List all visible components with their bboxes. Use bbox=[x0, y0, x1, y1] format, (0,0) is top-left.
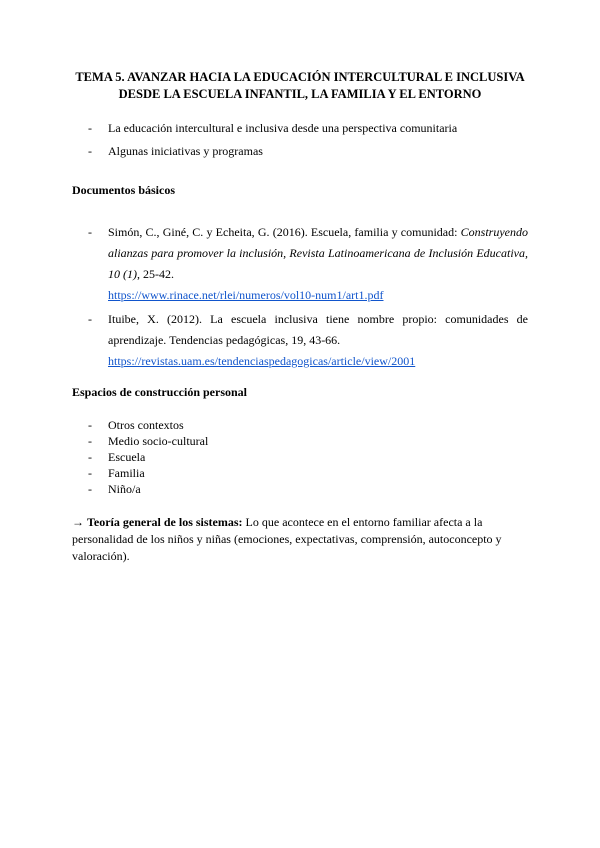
list-item: - Algunas iniciativas y programas bbox=[88, 143, 528, 160]
theory-paragraph bbox=[72, 514, 530, 565]
reference-item bbox=[88, 309, 528, 372]
reference-list bbox=[88, 222, 528, 372]
section-heading-spaces: Espacios de construcción personal bbox=[72, 385, 248, 399]
reference-text: Ituibe, X. (2012). La escuela inclusiva tiene nombre propio: comunidades de aprendizaje. Tendencias pedagógicas, 19, 43-66. bbox=[108, 312, 528, 347]
list-item: - La educación intercultural e inclusiva desde una perspectiva comunitaria bbox=[88, 120, 528, 137]
topic-list bbox=[88, 120, 528, 166]
spaces-list bbox=[88, 417, 528, 497]
reference-link[interactable]: https://revistas.uam.es/tendenciaspedagogicas/article/view/2001 bbox=[108, 354, 416, 368]
title-line-2: DESDE LA ESCUELA INFANTIL, LA FAMILIA Y EL ENTORNO bbox=[118, 87, 482, 101]
theory-label: Teoría general de los sistemas: bbox=[87, 515, 243, 529]
list-item: - Niño/a bbox=[88, 481, 528, 497]
list-item: - Familia bbox=[88, 465, 528, 481]
reference-pages: , 25-42. bbox=[137, 267, 174, 281]
reference-authors: Simón, C., Giné, C. y Echeita, G. (2016). Escuela, familia y comunidad: bbox=[108, 225, 461, 239]
page-title bbox=[60, 69, 540, 103]
list-item: - Medio socio-cultural bbox=[88, 433, 528, 449]
reference-link[interactable]: https://www.rinace.net/rlei/numeros/vol10-num1/art1.pdf bbox=[108, 288, 384, 302]
list-item: - Otros contextos bbox=[88, 417, 528, 433]
theory-text: Lo que acontece en el entorno familiar afecta a la personalidad de los niños y niñas (emociones, expectativas, comprensión, autoconcepto y valoración). bbox=[72, 515, 502, 563]
arrow-icon: → bbox=[72, 515, 84, 529]
list-item: - Escuela bbox=[88, 449, 528, 465]
title-line-1: TEMA 5. AVANZAR HACIA LA EDUCACIÓN INTERCULTURAL E INCLUSIVA bbox=[75, 70, 525, 84]
reference-title: Construyendo alianzas para promover la inclusión, Revista Latinoamericana de Inclusión Educativa, 10 (1) bbox=[108, 225, 528, 281]
reference-item bbox=[88, 222, 528, 306]
section-heading-docs: Documentos básicos bbox=[72, 183, 176, 197]
